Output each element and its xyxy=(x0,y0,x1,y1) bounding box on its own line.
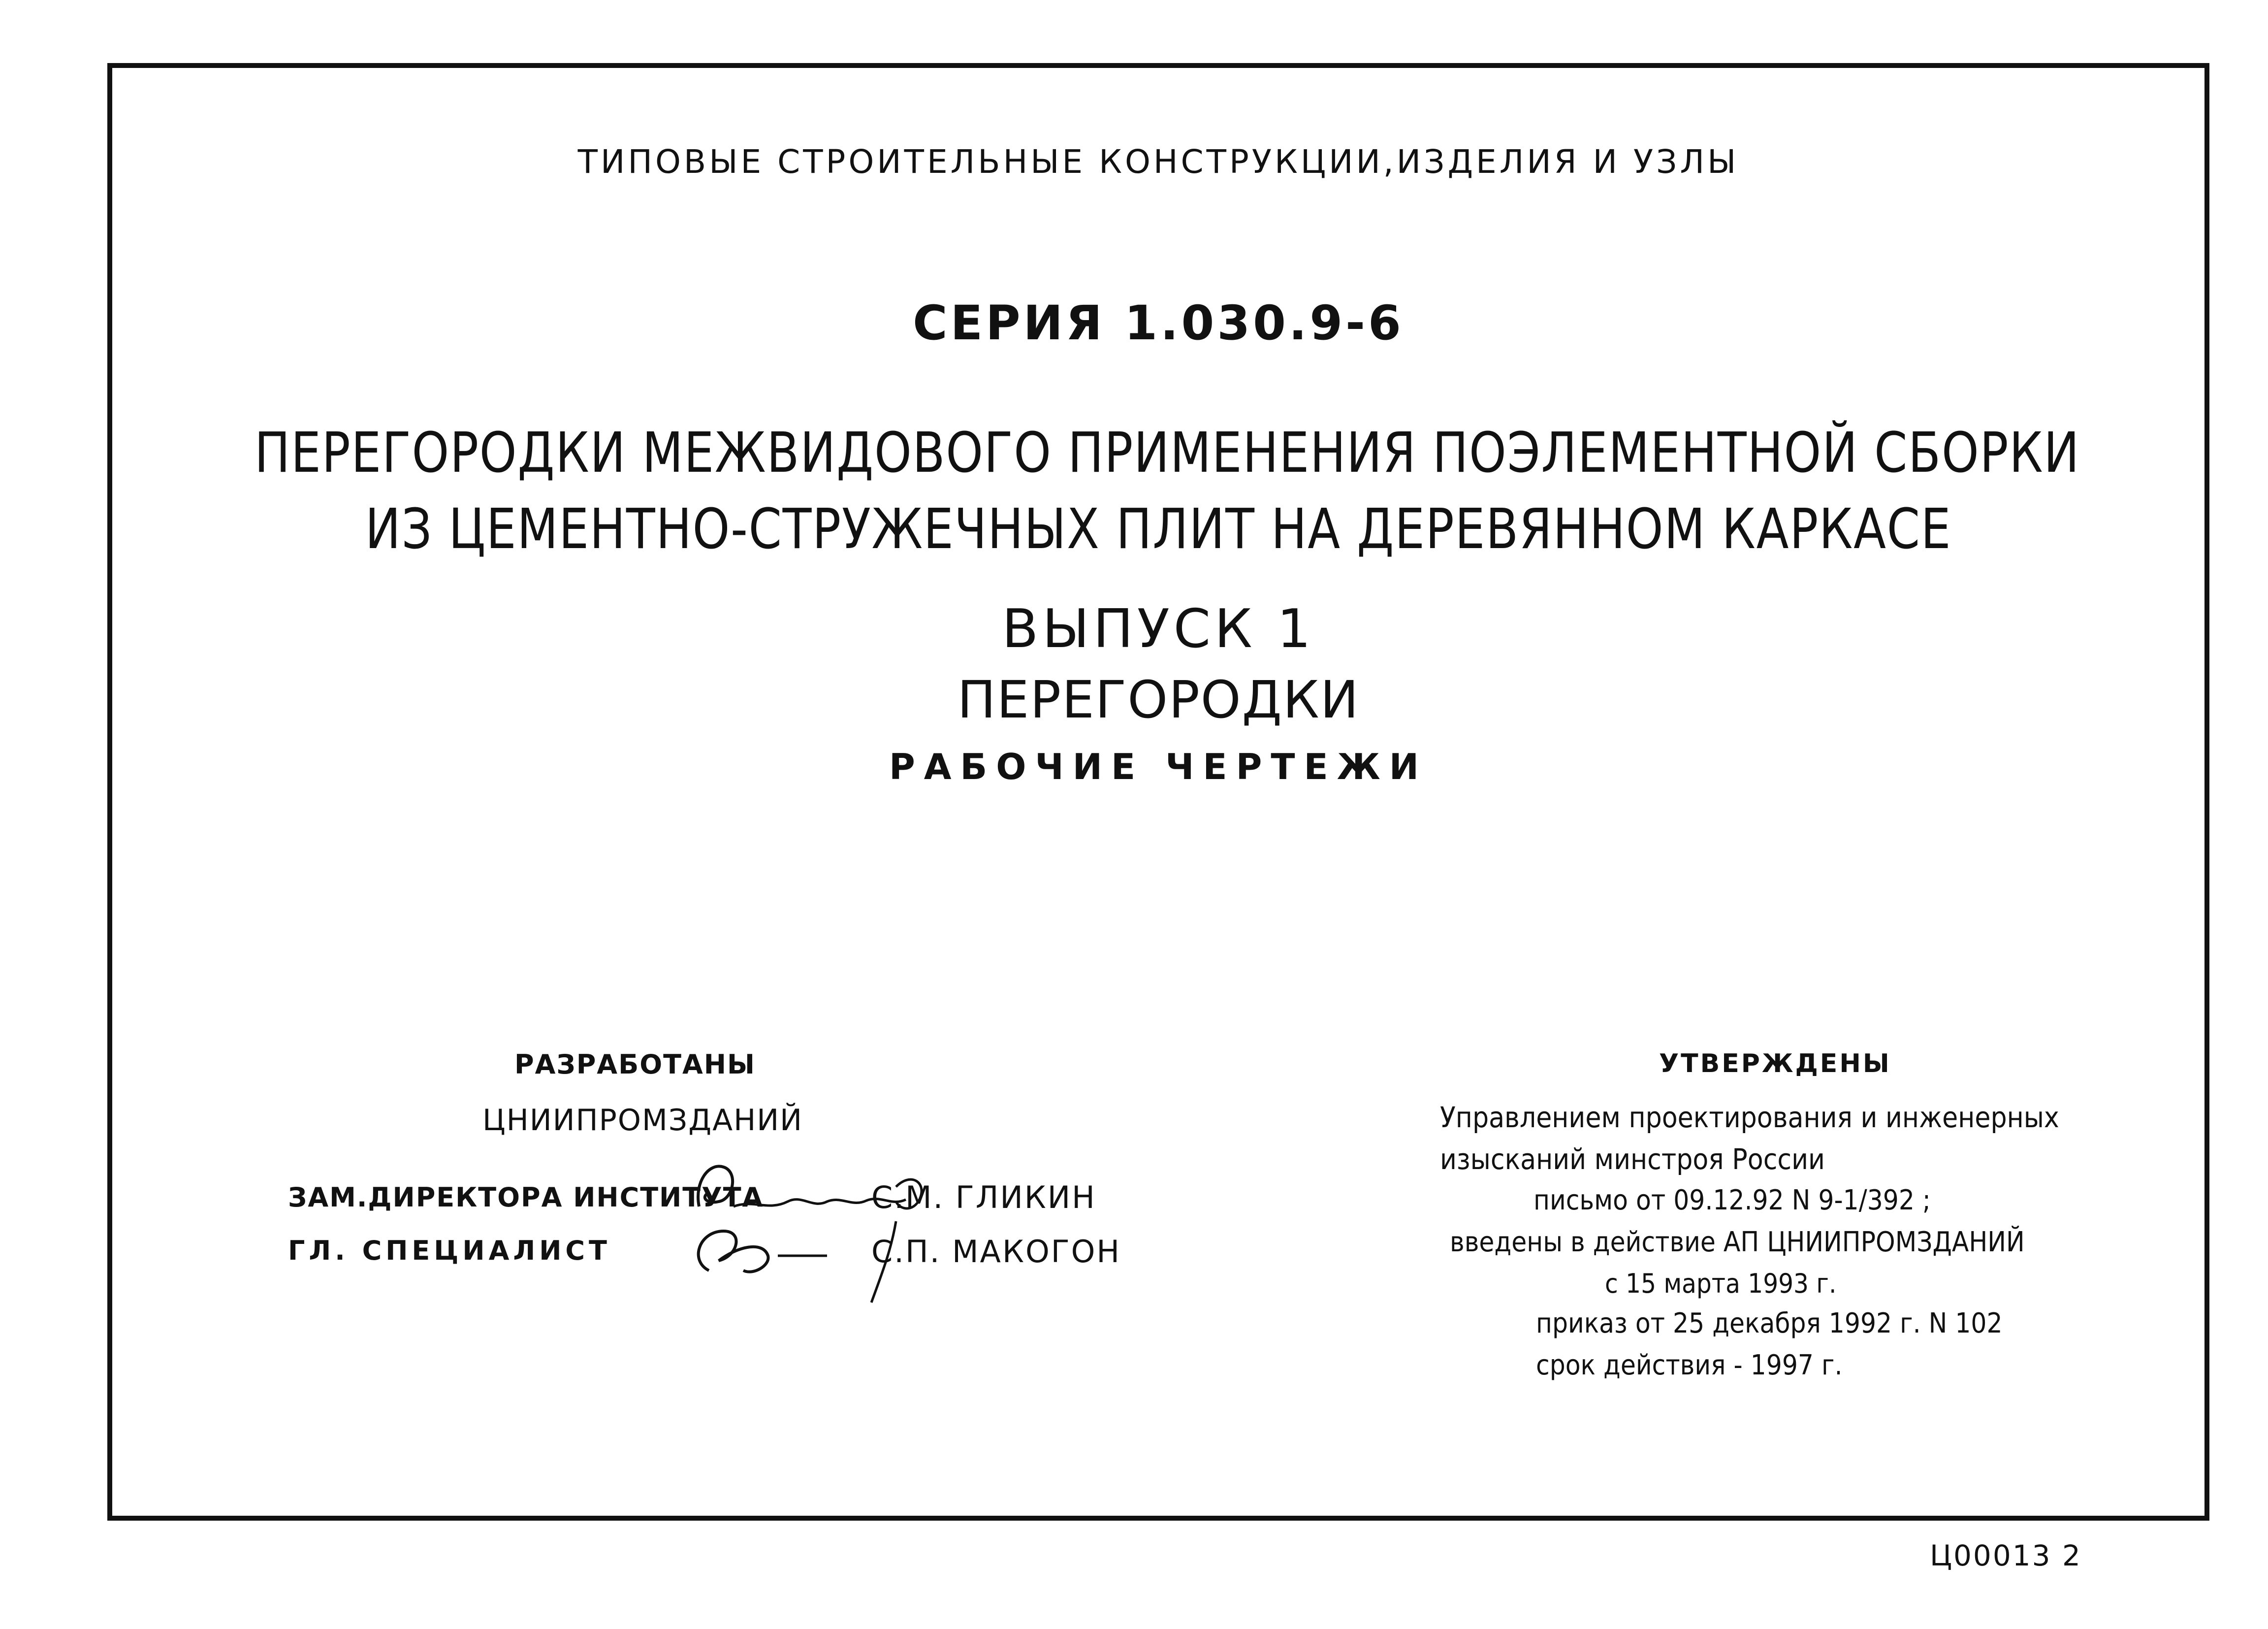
subtitle: ПЕРЕГОРОДКИ xyxy=(957,670,1360,730)
document-kind: РАБОЧИЕ ЧЕРТЕЖИ xyxy=(889,746,1428,787)
approval-line-3: письмо от 09.12.92 N 9-1/392 ; xyxy=(1533,1184,1931,1216)
developed-label: РАЗРАБОТАНЫ xyxy=(514,1049,756,1080)
approval-line-4: введены в действие АП ЦНИИПРОМЗДАНИЙ xyxy=(1450,1226,2025,1258)
approval-line-7: срок действия - 1997 г. xyxy=(1536,1349,1843,1381)
signatory-2-position: ГЛ. СПЕЦИАЛИСТ xyxy=(288,1235,611,1266)
approved-label: УТВЕРЖДЕНЫ xyxy=(1659,1049,1891,1078)
signatory-2-name: С.П. МАКОГОН xyxy=(871,1234,1121,1270)
approval-line-5: с 15 марта 1993 г. xyxy=(1605,1268,1837,1299)
signatory-1-name: С.М. ГЛИКИН xyxy=(871,1179,1096,1215)
title-line-2: ИЗ ЦЕМЕНТНО-СТРУЖЕЧНЫХ ПЛИТ НА ДЕРЕВЯННОМ КАРКАСЕ xyxy=(365,497,1952,561)
approval-line-1: Управлением проектирования и инженерных xyxy=(1440,1101,2059,1134)
header-line: ТИПОВЫЕ СТРОИТЕЛЬНЫЕ КОНСТРУКЦИИ,ИЗДЕЛИЯ И УЗЛЫ xyxy=(577,143,1739,181)
approval-line-2: изысканий минстроя России xyxy=(1440,1142,1825,1176)
issue-label: ВЫПУСК 1 xyxy=(1002,598,1315,660)
title-line-1: ПЕРЕГОРОДКИ МЕЖВИДОВОГО ПРИМЕНЕНИЯ ПОЭЛЕМЕНТНОЙ СБОРКИ xyxy=(254,421,2080,485)
signature-2 xyxy=(679,1202,916,1310)
document-code: Ц00013 2 xyxy=(1930,1539,2082,1572)
approval-line-6: приказ от 25 декабря 1992 г. N 102 xyxy=(1536,1307,2003,1339)
series-number: СЕРИЯ 1.030.9-6 xyxy=(913,295,1404,351)
developer-organization: ЦНИИПРОМЗДАНИЙ xyxy=(482,1103,803,1138)
signatory-1-position: ЗАМ.ДИРЕКТОРА ИНСТИТУТА xyxy=(288,1182,764,1213)
drawing-frame xyxy=(107,63,2209,1521)
